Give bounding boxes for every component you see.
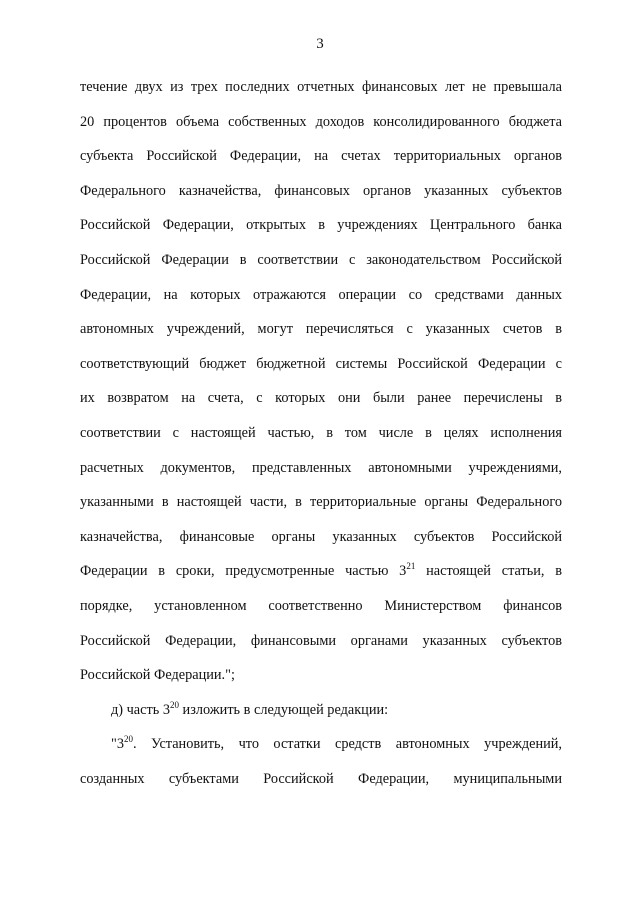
text-run: настоящей статьи, в — [415, 563, 562, 580]
text-line: их возвратом на счета, с которых они были ранее перечислены в — [80, 390, 562, 407]
text-line: Российской Федерации в соответствии с законодательством Российской — [80, 251, 562, 268]
text-line: соответствующий бюджет бюджетной системы Российской Федерации с — [80, 355, 562, 372]
text-line — [80, 693, 562, 728]
superscript: 21 — [406, 561, 416, 572]
text-line: Российской Федерации, финансовыми органами указанных субъектов — [80, 632, 562, 649]
text-line: Федерального казначейства, финансовых органов указанных субъектов — [80, 182, 562, 199]
text-line: 20 процентов объема собственных доходов консолидированного бюджета — [80, 113, 562, 130]
text-run: д) часть 3 — [111, 701, 170, 718]
text-line: Российской Федерации, открытых в учреждениях Центрального банка — [80, 217, 562, 234]
text-line: Российской Федерации."; — [80, 667, 235, 684]
text-line: расчетных документов, представленных автономными учреждениями, — [80, 459, 562, 476]
superscript: 20 — [169, 699, 179, 710]
document-body — [80, 70, 562, 796]
superscript: 20 — [124, 734, 133, 745]
text-line: автономных учреждений, могут перечисляться с указанных счетов в — [80, 321, 562, 338]
text-line: созданных субъектами Российской Федерации, муниципальными — [80, 770, 562, 787]
text-line: казначейства, финансовые органы указанных субъектов Российской — [80, 528, 562, 545]
text-run: изложить в следующей редакции: — [178, 701, 389, 718]
text-line: течение двух из трех последних отчетных финансовых лет не превышала — [80, 79, 562, 95]
text-line: указанными в настоящей части, в территориальные органы Федерального — [80, 494, 562, 511]
text-line — [80, 727, 562, 762]
text-line: Федерации, на которых отражаются операции со средствами данных — [80, 286, 562, 303]
text-run: Федерации в сроки, предусмотренные частью 3 — [80, 563, 407, 580]
text-line: субъекта Российской Федерации, на счетах территориальных органов — [80, 148, 562, 165]
page-number: 3 — [316, 36, 324, 52]
text-line: порядке, установленном соответственно Министерством финансов — [80, 597, 562, 614]
text-line — [80, 554, 562, 589]
text-run: "3 — [111, 736, 124, 753]
text-run: . Установить, что остатки средств автономных учреждений, — [133, 736, 562, 753]
text-line: соответствии с настоящей частью, в том числе в целях исполнения — [80, 424, 562, 441]
